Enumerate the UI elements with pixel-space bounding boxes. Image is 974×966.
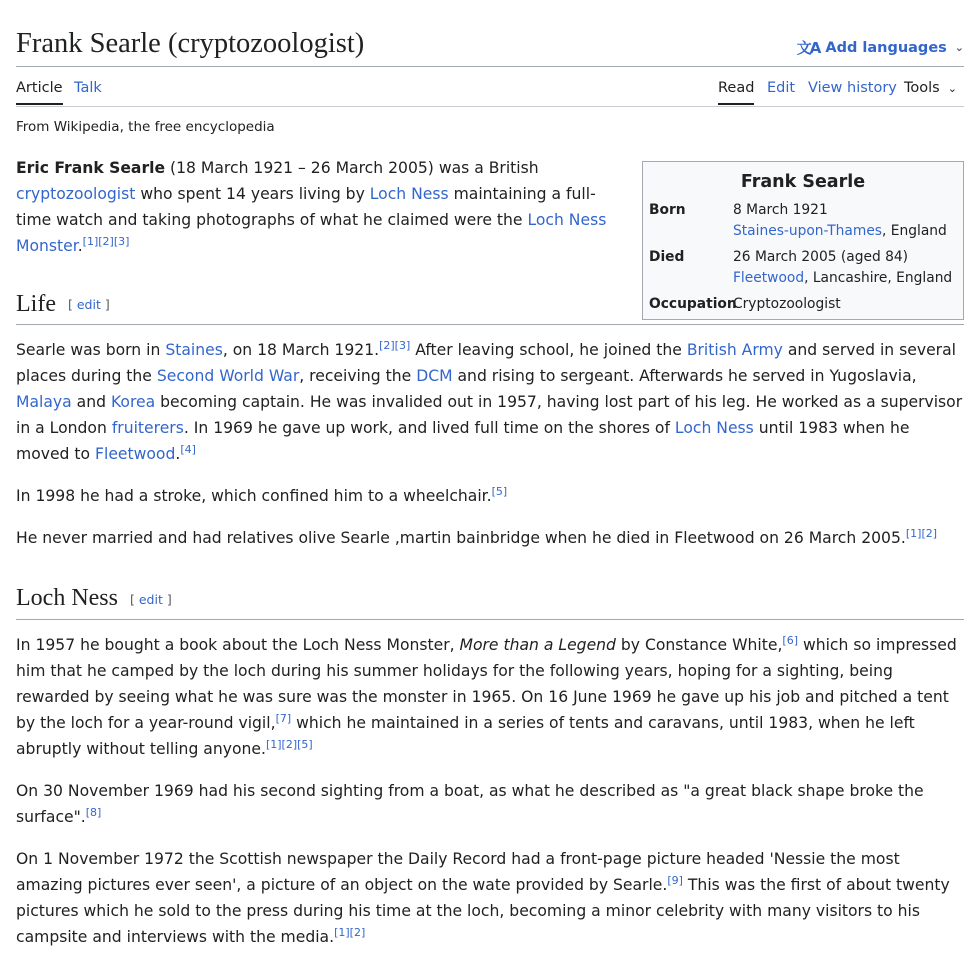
- life-paragraph-1: [16, 337, 964, 467]
- text: , on 18 March 1921.: [222, 341, 380, 360]
- tab-read[interactable]: Read: [718, 80, 755, 96]
- title-bar: [16, 28, 964, 67]
- text: Searle was born in: [16, 341, 166, 360]
- infobox-value: Cryptozoologist: [733, 296, 841, 312]
- text: He never married and had relatives olive Searle ,martin bainbridge when he died in Fleetwood on 26 March 2005.: [16, 529, 906, 548]
- infobox-value: [733, 247, 957, 289]
- infobox-label: Occupation: [649, 296, 737, 312]
- site-tagline: From Wikipedia, the free encyclopedia: [16, 119, 275, 135]
- lochness-paragraph-2: [16, 778, 964, 830]
- text: becoming captain. He was invalided out in 1957, having lost part of his leg. He worked as a supervisor in a London: [16, 393, 963, 438]
- link-second-world-war[interactable]: Second World War: [156, 367, 300, 386]
- section-edit-link[interactable]: [ edit ]: [129, 591, 172, 607]
- book-title: More than a Legend: [459, 635, 616, 654]
- text: This was the first of about twenty pictures which he sold to the press during his time at the loch, becoming a minor celebrity with many visitors to his campsite and interviews with the media.: [16, 875, 950, 946]
- citation-ref[interactable]: [2][3]: [379, 339, 411, 353]
- section-heading-loch-ness: [16, 583, 964, 619]
- link-loch-ness-monster[interactable]: Loch Ness Monster: [16, 211, 607, 255]
- link-malaya[interactable]: Malaya: [16, 393, 72, 412]
- text: (18 March 1921 – 26 March 2005) was a British: [165, 159, 539, 177]
- text: which so impressed him that he camped by the loch during his summer holidays for the following years, hoping for a sighting, being rewarded by seeing what he was sure was the monster in 1965. On 16 June 1969 he gave up his job and pitched a tent by the loch for a year-round vigil,: [16, 635, 957, 732]
- citation-ref[interactable]: [1][2][3]: [82, 234, 130, 248]
- text: In 1998 he had a stroke, which confined him to a wheelchair.: [16, 487, 492, 506]
- died-date: 26 March 2005 (aged 84): [733, 249, 909, 265]
- citation-ref[interactable]: [6]: [782, 633, 798, 647]
- tab-edit[interactable]: Edit: [767, 80, 796, 96]
- text: . In 1969 he gave up work, and lived full time on the shores of: [183, 419, 675, 438]
- text: and served in several places during the: [16, 341, 956, 386]
- tab-view-history[interactable]: View history: [808, 80, 897, 96]
- citation-ref[interactable]: [1][2][5]: [265, 737, 313, 751]
- edit-link[interactable]: edit: [76, 297, 101, 313]
- text: which he maintained in a series of tents and caravans, until 1983, when he left abruptly without telling anyone.: [16, 713, 915, 758]
- text: who spent 14 years living by: [135, 185, 370, 203]
- link-loch-ness[interactable]: Loch Ness: [674, 419, 754, 438]
- text: On 30 November 1969 had his second sighting from a boat, as what he described as "a great black shape broke the surface".: [16, 781, 924, 826]
- citation-ref[interactable]: [1][2]: [334, 925, 366, 939]
- translate-icon: 文A: [796, 39, 820, 57]
- lochness-paragraph-1: [16, 632, 964, 762]
- text: maintaining a full-time watch and taking photographs of what he claimed were the: [16, 185, 596, 229]
- link-dcm[interactable]: DCM: [416, 367, 453, 386]
- tab-article[interactable]: Article: [16, 80, 63, 96]
- citation-ref[interactable]: [5]: [491, 485, 508, 499]
- infobox-row-born: [649, 200, 957, 242]
- born-place-rest: , England: [882, 223, 947, 239]
- infobox-label: Born: [649, 202, 686, 218]
- add-languages-button[interactable]: [797, 37, 964, 58]
- text: After leaving school, he joined the: [410, 341, 687, 360]
- citation-ref[interactable]: [7]: [275, 711, 292, 725]
- page-title: Frank Searle (cryptozoologist): [16, 28, 365, 59]
- link-staines-upon-thames[interactable]: Staines-upon-Thames: [733, 223, 882, 239]
- link-british-army[interactable]: British Army: [686, 341, 783, 360]
- life-paragraph-2: [16, 483, 964, 509]
- text: .: [175, 445, 181, 464]
- add-languages-label: Add languages: [825, 39, 947, 56]
- infobox-row-occupation: [649, 294, 957, 315]
- citation-ref[interactable]: [9]: [667, 873, 683, 887]
- tools-menu[interactable]: [904, 80, 957, 96]
- text: by Constance White,: [615, 635, 783, 654]
- infobox-value: [733, 200, 957, 242]
- infobox-title: Frank Searle: [740, 172, 866, 192]
- heading-text: Life: [16, 291, 56, 317]
- text: On 1 November 1972 the Scottish newspaper the Daily Record had a front-page picture headed 'Nessie the most amazing pictures ever seen', a picture of an object on the wate provided by Searle.: [16, 849, 900, 894]
- infobox: [642, 161, 964, 320]
- text: and rising to sergeant. Afterwards he served in Yugoslavia,: [452, 367, 917, 386]
- citation-ref[interactable]: [8]: [85, 805, 102, 819]
- link-fleetwood[interactable]: Fleetwood: [733, 270, 805, 286]
- link-cryptozoologist[interactable]: cryptozoologist: [16, 185, 136, 203]
- text: In 1957 he bought a book about the Loch Ness Monster,: [16, 635, 460, 654]
- link-korea[interactable]: Korea: [110, 393, 156, 412]
- heading-text: Loch Ness: [16, 585, 118, 612]
- text: until 1983 when he moved to: [16, 419, 910, 464]
- text: .: [77, 237, 83, 255]
- link-fleetwood[interactable]: Fleetwood: [95, 445, 176, 464]
- chevron-down-icon: ⌄: [954, 41, 964, 54]
- page-tabs: [16, 66, 964, 107]
- tab-talk[interactable]: Talk: [74, 80, 102, 96]
- text: and: [71, 393, 111, 412]
- chevron-down-icon: ⌄: [947, 82, 957, 95]
- died-place-rest: , Lancashire, England: [804, 270, 953, 286]
- born-date: 8 March 1921: [733, 202, 828, 218]
- infobox-row-died: [649, 247, 957, 289]
- subject-name: Eric Frank Searle: [16, 159, 166, 177]
- article-body: [16, 155, 964, 966]
- link-fruiterers[interactable]: fruiterers: [111, 419, 184, 438]
- text: , receiving the: [299, 367, 417, 386]
- lochness-paragraph-3: [16, 846, 964, 950]
- tools-label: Tools: [904, 80, 940, 96]
- edit-link[interactable]: edit: [138, 591, 163, 607]
- life-paragraph-3: [16, 525, 964, 551]
- citation-ref[interactable]: [4]: [180, 443, 196, 457]
- section-edit-link[interactable]: [ edit ]: [67, 297, 110, 313]
- link-loch-ness[interactable]: Loch Ness: [369, 185, 449, 203]
- citation-ref[interactable]: [1][2]: [905, 527, 938, 541]
- infobox-label: Died: [649, 249, 685, 265]
- link-staines[interactable]: Staines: [165, 341, 223, 360]
